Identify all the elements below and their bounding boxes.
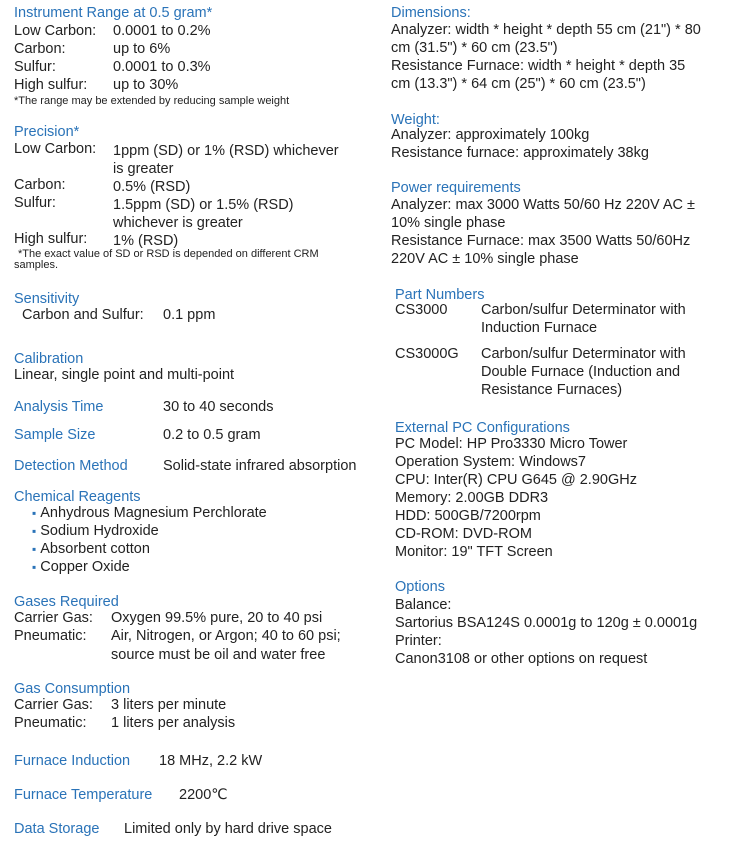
gases-pneumatic-label: Pneumatic: <box>14 628 87 644</box>
sensitivity-value: 0.1 ppm <box>163 307 216 323</box>
precision-high-sulfur-label: High sulfur: <box>14 231 88 247</box>
gases-pneumatic-value: Air, Nitrogen, or Argon; 40 to 60 psi; <box>111 628 341 644</box>
consumption-carrier-label: Carrier Gas: <box>14 697 93 713</box>
reagents-title: Chemical Reagents <box>14 489 141 505</box>
gases-pneumatic-value-cont: source must be oil and water free <box>111 647 326 663</box>
options-line: Canon3108 or other options on request <box>395 651 648 667</box>
pc-line: Memory: 2.00GB DDR3 <box>395 490 549 506</box>
part-code: CS3000 <box>395 302 448 318</box>
consumption-pneumatic-value: 1 liters per analysis <box>111 715 236 731</box>
part-description: Carbon/sulfur Determinator with <box>481 346 686 362</box>
induction-title: Furnace Induction <box>14 753 131 769</box>
pc-line: PC Model: HP Pro3330 Micro Tower <box>395 436 628 452</box>
pc-title: External PC Configurations <box>395 420 570 436</box>
precision-carbon-label: Carbon: <box>14 177 66 193</box>
precision-note-cont: samples. <box>14 259 59 271</box>
storage-title: Data Storage <box>14 821 100 837</box>
precision-sulfur-value: 1.5ppm (SD) or 1.5% (RSD) <box>113 197 294 213</box>
dimensions-line: cm (31.5") * 60 cm (23.5") <box>391 40 558 56</box>
options-line: Balance: <box>395 597 452 613</box>
options-line: Printer: <box>395 633 442 649</box>
sensitivity-title: Sensitivity <box>14 291 80 307</box>
pc-line: HDD: 500GB/7200rpm <box>395 508 541 524</box>
part-code: CS3000G <box>395 346 459 362</box>
analysis-time-value: 30 to 40 seconds <box>163 399 274 415</box>
temperature-title: Furnace Temperature <box>14 787 153 803</box>
part-description: Resistance Furnaces) <box>481 382 623 398</box>
gases-carrier-value: Oxygen 99.5% pure, 20 to 40 psi <box>111 610 323 626</box>
induction-value: 18 MHz, 2.2 kW <box>159 753 263 769</box>
pc-line: Operation System: Windows7 <box>395 454 586 470</box>
gases-carrier-label: Carrier Gas: <box>14 610 93 626</box>
pc-line: Monitor: 19" TFT Screen <box>395 544 553 560</box>
sensitivity-label: Carbon and Sulfur: <box>22 307 144 323</box>
part-description: Induction Furnace <box>481 320 598 336</box>
weight-line: Analyzer: approximately 100kg <box>391 127 590 143</box>
power-line: 220V AC ± 10% single phase <box>391 251 579 267</box>
temperature-value: 2200℃ <box>179 787 228 803</box>
range-low-carbon-value: 0.0001 to 0.2% <box>113 23 211 39</box>
consumption-carrier-value: 3 liters per minute <box>111 697 227 713</box>
precision-low-carbon-value-cont: is greater <box>113 161 174 177</box>
range-carbon-value: up to 6% <box>113 41 171 57</box>
options-title: Options <box>395 579 445 595</box>
range-carbon-label: Carbon: <box>14 41 66 57</box>
dimensions-line: Analyzer: width * height * depth 55 cm (21") * 80 <box>391 22 701 38</box>
part-description: Carbon/sulfur Determinator with <box>481 302 686 318</box>
detection-title: Detection Method <box>14 458 128 474</box>
range-high-sulfur-label: High sulfur: <box>14 77 88 93</box>
dimensions-line: Resistance Furnace: width * height * depth 35 <box>391 58 686 74</box>
consumption-pneumatic-label: Pneumatic: <box>14 715 87 731</box>
calibration-value: Linear, single point and multi-point <box>14 367 235 383</box>
precision-note: *The exact value of SD or RSD is depended on different CRM <box>18 248 319 260</box>
range-high-sulfur-value: up to 30% <box>113 77 179 93</box>
precision-high-sulfur-value: 1% (RSD) <box>113 233 179 249</box>
dimensions-line: cm (13.3") * 64 cm (25") * 60 cm (23.5") <box>391 76 646 92</box>
power-line: 10% single phase <box>391 215 506 231</box>
precision-title: Precision* <box>14 124 80 140</box>
reagent-item: ▪ Absorbent cotton <box>32 540 150 558</box>
detection-value: Solid-state infrared absorption <box>163 458 357 474</box>
options-line: Sartorius BSA124S 0.0001g to 120g ± 0.0001g <box>395 615 698 631</box>
power-line: Resistance Furnace: max 3500 Watts 50/60Hz <box>391 233 691 249</box>
precision-low-carbon-label: Low Carbon: <box>14 141 97 157</box>
sample-size-value: 0.2 to 0.5 gram <box>163 427 261 443</box>
storage-value: Limited only by hard drive space <box>124 821 332 837</box>
dimensions-title: Dimensions: <box>391 5 471 21</box>
sample-size-title: Sample Size <box>14 427 96 443</box>
power-title: Power requirements <box>391 180 521 196</box>
pc-line: CD-ROM: DVD-ROM <box>395 526 532 542</box>
weight-line: Resistance furnace: approximately 38kg <box>391 145 649 161</box>
reagent-item: ▪ Anhydrous Magnesium Perchlorate <box>32 504 267 522</box>
analysis-time-title: Analysis Time <box>14 399 104 415</box>
precision-carbon-value: 0.5% (RSD) <box>113 179 191 195</box>
range-low-carbon-label: Low Carbon: <box>14 23 97 39</box>
reagent-item: ▪ Sodium Hydroxide <box>32 522 159 540</box>
weight-title: Weight: <box>391 112 440 128</box>
range-note: *The range may be extended by reducing sample weight <box>14 95 290 107</box>
consumption-title: Gas Consumption <box>14 681 131 697</box>
range-title: Instrument Range at 0.5 gram* <box>14 5 213 21</box>
parts-title: Part Numbers <box>395 287 485 303</box>
range-sulfur-value: 0.0001 to 0.3% <box>113 59 211 75</box>
precision-sulfur-label: Sulfur: <box>14 195 56 211</box>
part-description: Double Furnace (Induction and <box>481 364 681 380</box>
precision-low-carbon-value: 1ppm (SD) or 1% (RSD) whichever <box>113 143 339 159</box>
range-sulfur-label: Sulfur: <box>14 59 56 75</box>
reagent-item: ▪ Copper Oxide <box>32 558 130 576</box>
precision-sulfur-value-cont: whichever is greater <box>113 215 243 231</box>
power-line: Analyzer: max 3000 Watts 50/60 Hz 220V AC ± <box>391 197 696 213</box>
gases-title: Gases Required <box>14 594 119 610</box>
pc-line: CPU: Inter(R) CPU G645 @ 2.90GHz <box>395 472 637 488</box>
calibration-title: Calibration <box>14 351 84 367</box>
